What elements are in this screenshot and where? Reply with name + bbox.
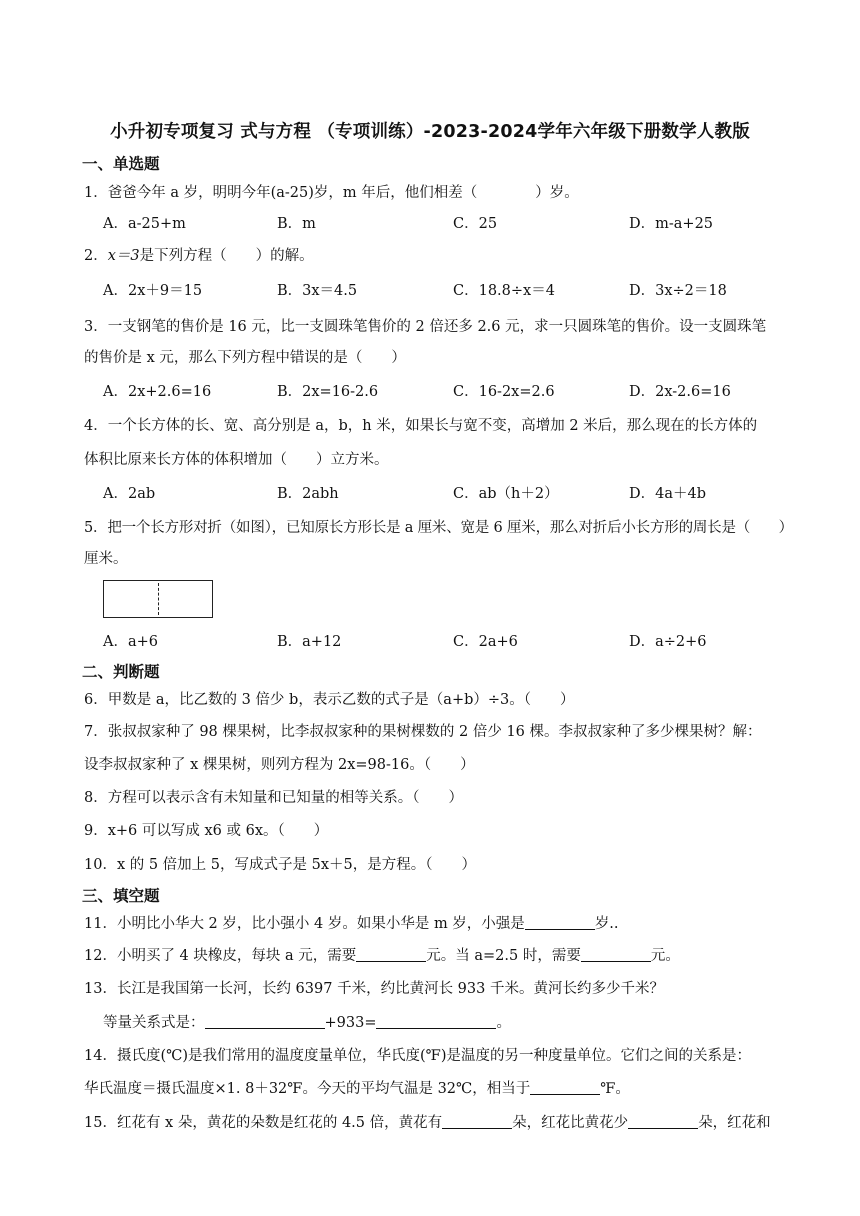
- question-13-operator: +933=: [324, 1015, 377, 1031]
- option-c: C．16-2x=2.6: [453, 384, 555, 400]
- answer-blank[interactable]: [581, 947, 651, 962]
- option-c: C．18.8÷x＝4: [453, 283, 555, 299]
- question-15: [84, 1113, 771, 1133]
- question-15-text: 朵，红花和: [698, 1115, 771, 1131]
- question-12: [84, 946, 680, 966]
- section-heading-fill-in: 三、填空题: [82, 887, 160, 905]
- option-b: B．3x＝4.5: [277, 283, 358, 299]
- question-4-options: [103, 484, 803, 504]
- answer-blank[interactable]: [205, 1014, 325, 1029]
- section-heading-single-choice: 一、单选题: [82, 155, 160, 173]
- question-3-line-1: 3．一支钢笔的售价是 16 元，比一支圆珠笔售价的 2 倍还多 2.6 元，求一只圆珠笔的售价。设一支圆珠笔: [84, 319, 767, 335]
- option-a: A．a-25+m: [103, 216, 186, 232]
- question-4-line-1: 4．一个长方体的长、宽、高分别是 a，b，h 米，如果长与宽不变，高增加 2 米后，那么现在的长方体的: [84, 418, 758, 434]
- option-b: B．2abh: [277, 486, 339, 502]
- question-8: 8．方程可以表示含有未知量和已知量的相等关系。（ ）: [84, 790, 463, 806]
- answer-blank[interactable]: [628, 1114, 698, 1129]
- question-15-text: 15．红花有 x 朵，黄花的朵数是红花的 4.5 倍，黄花有: [84, 1115, 443, 1131]
- option-d: D．3x÷2＝18: [629, 283, 727, 299]
- option-d: D．2x-2.6=16: [629, 384, 731, 400]
- option-a: A．2x＋9＝15: [103, 283, 203, 299]
- option-b: B．a+12: [277, 634, 342, 650]
- question-2-number: 2．: [84, 248, 108, 264]
- option-d: D．a÷2+6: [629, 634, 707, 650]
- question-7-line-2: 设李叔叔家种了 x 棵果树，则列方程为 2x=98-16。（ ）: [84, 757, 475, 773]
- question-11-text: 11．小明比小华大 2 岁，比小强小 4 岁。如果小华是 m 岁，小强是: [84, 916, 525, 932]
- question-6: 6．甲数是 a，比乙数的 3 倍少 b，表示乙数的式子是（a+b）÷3。（ ）: [84, 692, 575, 708]
- question-15-text: 朵，红花比黄花少: [512, 1115, 629, 1131]
- option-c: C．ab（h＋2）: [453, 486, 559, 502]
- option-d: D．4a＋4b: [629, 486, 707, 502]
- answer-blank[interactable]: [530, 1080, 600, 1095]
- question-7-line-1: 7．张叔叔家种了 98 棵果树，比李叔叔家种的果树棵数的 2 倍少 16 棵。李叔叔家种了多少棵果树？解：: [84, 724, 762, 740]
- option-a: A．2x+2.6=16: [103, 384, 212, 400]
- option-a: A．2ab: [103, 486, 156, 502]
- question-14-text: 华氏温度＝摄氏温度×1. 8＋32℉。今天的平均气温是 32℃，相当于: [84, 1081, 531, 1097]
- question-13-end: 。: [496, 1015, 511, 1031]
- option-c: C．25: [453, 216, 498, 232]
- question-2-expression: x＝3: [107, 248, 140, 264]
- question-3-line-2: 的售价是 x 元，那么下列方程中错误的是（ ）: [84, 350, 406, 366]
- option-a: A．a+6: [103, 634, 158, 650]
- question-14-line-1: 14．摄氏度(℃)是我们常用的温度度量单位，华氏度(℉)是温度的另一种度量单位。它们之间的关系是：: [84, 1048, 751, 1064]
- question-13-line-1: 13．长江是我国第一长河，长约 6397 千米，约比黄河长 933 千米。黄河长约多少千米？: [84, 981, 664, 997]
- question-5-options: [103, 632, 803, 652]
- question-10: 10．x 的 5 倍加上 5，写成式子是 5x＋5，是方程。（ ）: [84, 857, 477, 873]
- option-b: B．2x=16-2.6: [277, 384, 379, 400]
- section-heading-true-false: 二、判断题: [82, 663, 160, 681]
- question-12-text: 元。当 a=2.5 时，需要: [426, 948, 581, 964]
- question-14-line-2: [84, 1079, 630, 1099]
- option-b: B．m: [277, 216, 316, 232]
- question-11-unit: 岁..: [594, 916, 619, 932]
- answer-blank[interactable]: [442, 1114, 512, 1129]
- option-c: C．2a+6: [453, 634, 518, 650]
- question-9: 9．x+6 可以写成 x6 或 6x。（ ）: [84, 823, 329, 839]
- question-11: [84, 914, 619, 934]
- answer-blank[interactable]: [356, 947, 426, 962]
- question-3-options: [103, 382, 803, 402]
- option-d: D．m-a+25: [629, 216, 714, 232]
- question-13-line-2: [103, 1013, 511, 1033]
- answer-blank[interactable]: [525, 915, 595, 930]
- question-2-options: [103, 281, 803, 301]
- page-title: 小升初专项复习 式与方程 （专项训练）-2023-2024学年六年级下册数学人教版: [110, 122, 750, 142]
- folded-rectangle-figure: [103, 580, 213, 618]
- question-5-line-2: 厘米。: [84, 551, 128, 567]
- question-12-unit: 元。: [650, 948, 680, 964]
- question-2: [84, 246, 314, 266]
- question-2-text: 是下列方程（ ）的解。: [139, 248, 314, 264]
- fold-line: [158, 583, 159, 615]
- question-5-line-1: 5．把一个长方形对折（如图），已知原长方形长是 a 厘米、宽是 6 厘米，那么对折后小长方形的周长是（ ）: [84, 520, 793, 536]
- question-4-line-2: 体积比原来长方体的体积增加（ ）立方米。: [84, 452, 389, 468]
- question-12-text: 12．小明买了 4 块橡皮，每块 a 元，需要: [84, 948, 357, 964]
- question-13-label: 等量关系式是：: [103, 1015, 205, 1031]
- question-1-options: [103, 214, 803, 234]
- question-1: 1．爸爸今年 a 岁，明明今年(a-25)岁，m 年后，他们相差（ ）岁。: [84, 185, 579, 201]
- question-14-unit: ℉。: [600, 1081, 630, 1097]
- answer-blank[interactable]: [376, 1014, 496, 1029]
